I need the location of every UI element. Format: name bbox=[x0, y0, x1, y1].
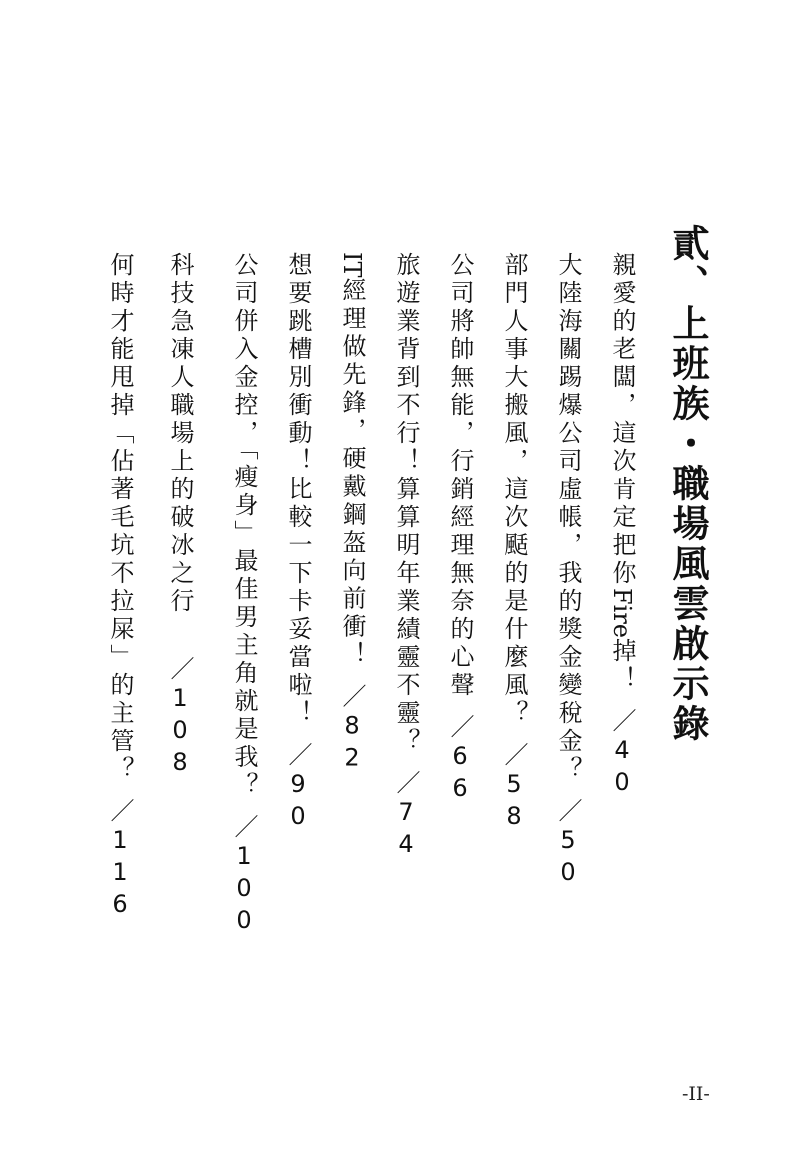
toc-entry-title: 親愛的老闆，這次肯定把你 bbox=[608, 252, 636, 588]
toc-entry-title: 部門人事大搬風，這次颳的是什麼風？ bbox=[500, 252, 528, 728]
toc-entry-title: 科技急凍人職場上的破冰之行 bbox=[166, 252, 194, 616]
toc-entry[interactable] bbox=[282, 252, 310, 834]
toc-entry[interactable] bbox=[552, 252, 580, 890]
page-number: -II- bbox=[682, 1083, 710, 1105]
toc-entry-latin: Fire bbox=[608, 588, 636, 639]
toc-entry-page: ／82 bbox=[338, 683, 366, 776]
toc-entry-title: 何時才能甩掉「佔著毛坑不拉屎」的主管？ bbox=[106, 252, 134, 784]
toc-entry-title-end: 掉！ bbox=[608, 638, 636, 695]
toc-entry-page: ／66 bbox=[446, 714, 474, 806]
toc-entry-latin: IT bbox=[338, 252, 366, 278]
toc-entry[interactable] bbox=[606, 252, 634, 800]
toc-entry-page: ／116 bbox=[106, 798, 134, 922]
toc-entry-page: ／90 bbox=[284, 742, 312, 834]
toc-entry-title: 想要跳槽別衝動！比較一下卡妥當啦！ bbox=[284, 252, 312, 728]
chapter-title: 貳、上班族・職場風雲啟示錄 bbox=[666, 224, 709, 744]
toc-entry-page: ／50 bbox=[554, 798, 582, 890]
toc-entry-page: ／108 bbox=[166, 656, 194, 780]
toc-entry-title: 經理做先鋒，硬戴鋼盔向前衝！ bbox=[338, 277, 366, 670]
toc-entry-title: 公司併入金控，「瘦身」最佳男主角就是我？ bbox=[230, 252, 258, 800]
toc-entry[interactable] bbox=[336, 252, 364, 776]
toc-entry-page: ／74 bbox=[392, 770, 420, 862]
toc-entry-page: ／58 bbox=[500, 742, 528, 834]
toc-entry[interactable] bbox=[390, 252, 418, 862]
toc-entry-page: ／100 bbox=[230, 814, 258, 938]
toc-entry[interactable] bbox=[104, 252, 132, 922]
toc-entry-title: 大陸海關踢爆公司虛帳，我的獎金變稅金？ bbox=[554, 252, 582, 784]
toc-entry-title: 旅遊業背到不行！算算明年業績靈不靈？ bbox=[392, 252, 420, 756]
toc-entry-title: 公司將帥無能，行銷經理無奈的心聲 bbox=[446, 252, 474, 700]
toc-entry[interactable] bbox=[498, 252, 526, 834]
toc-entry[interactable] bbox=[444, 252, 472, 806]
toc-entry-page: ／40 bbox=[608, 708, 636, 801]
toc-entry[interactable] bbox=[164, 252, 192, 780]
toc-entry[interactable] bbox=[228, 252, 256, 938]
